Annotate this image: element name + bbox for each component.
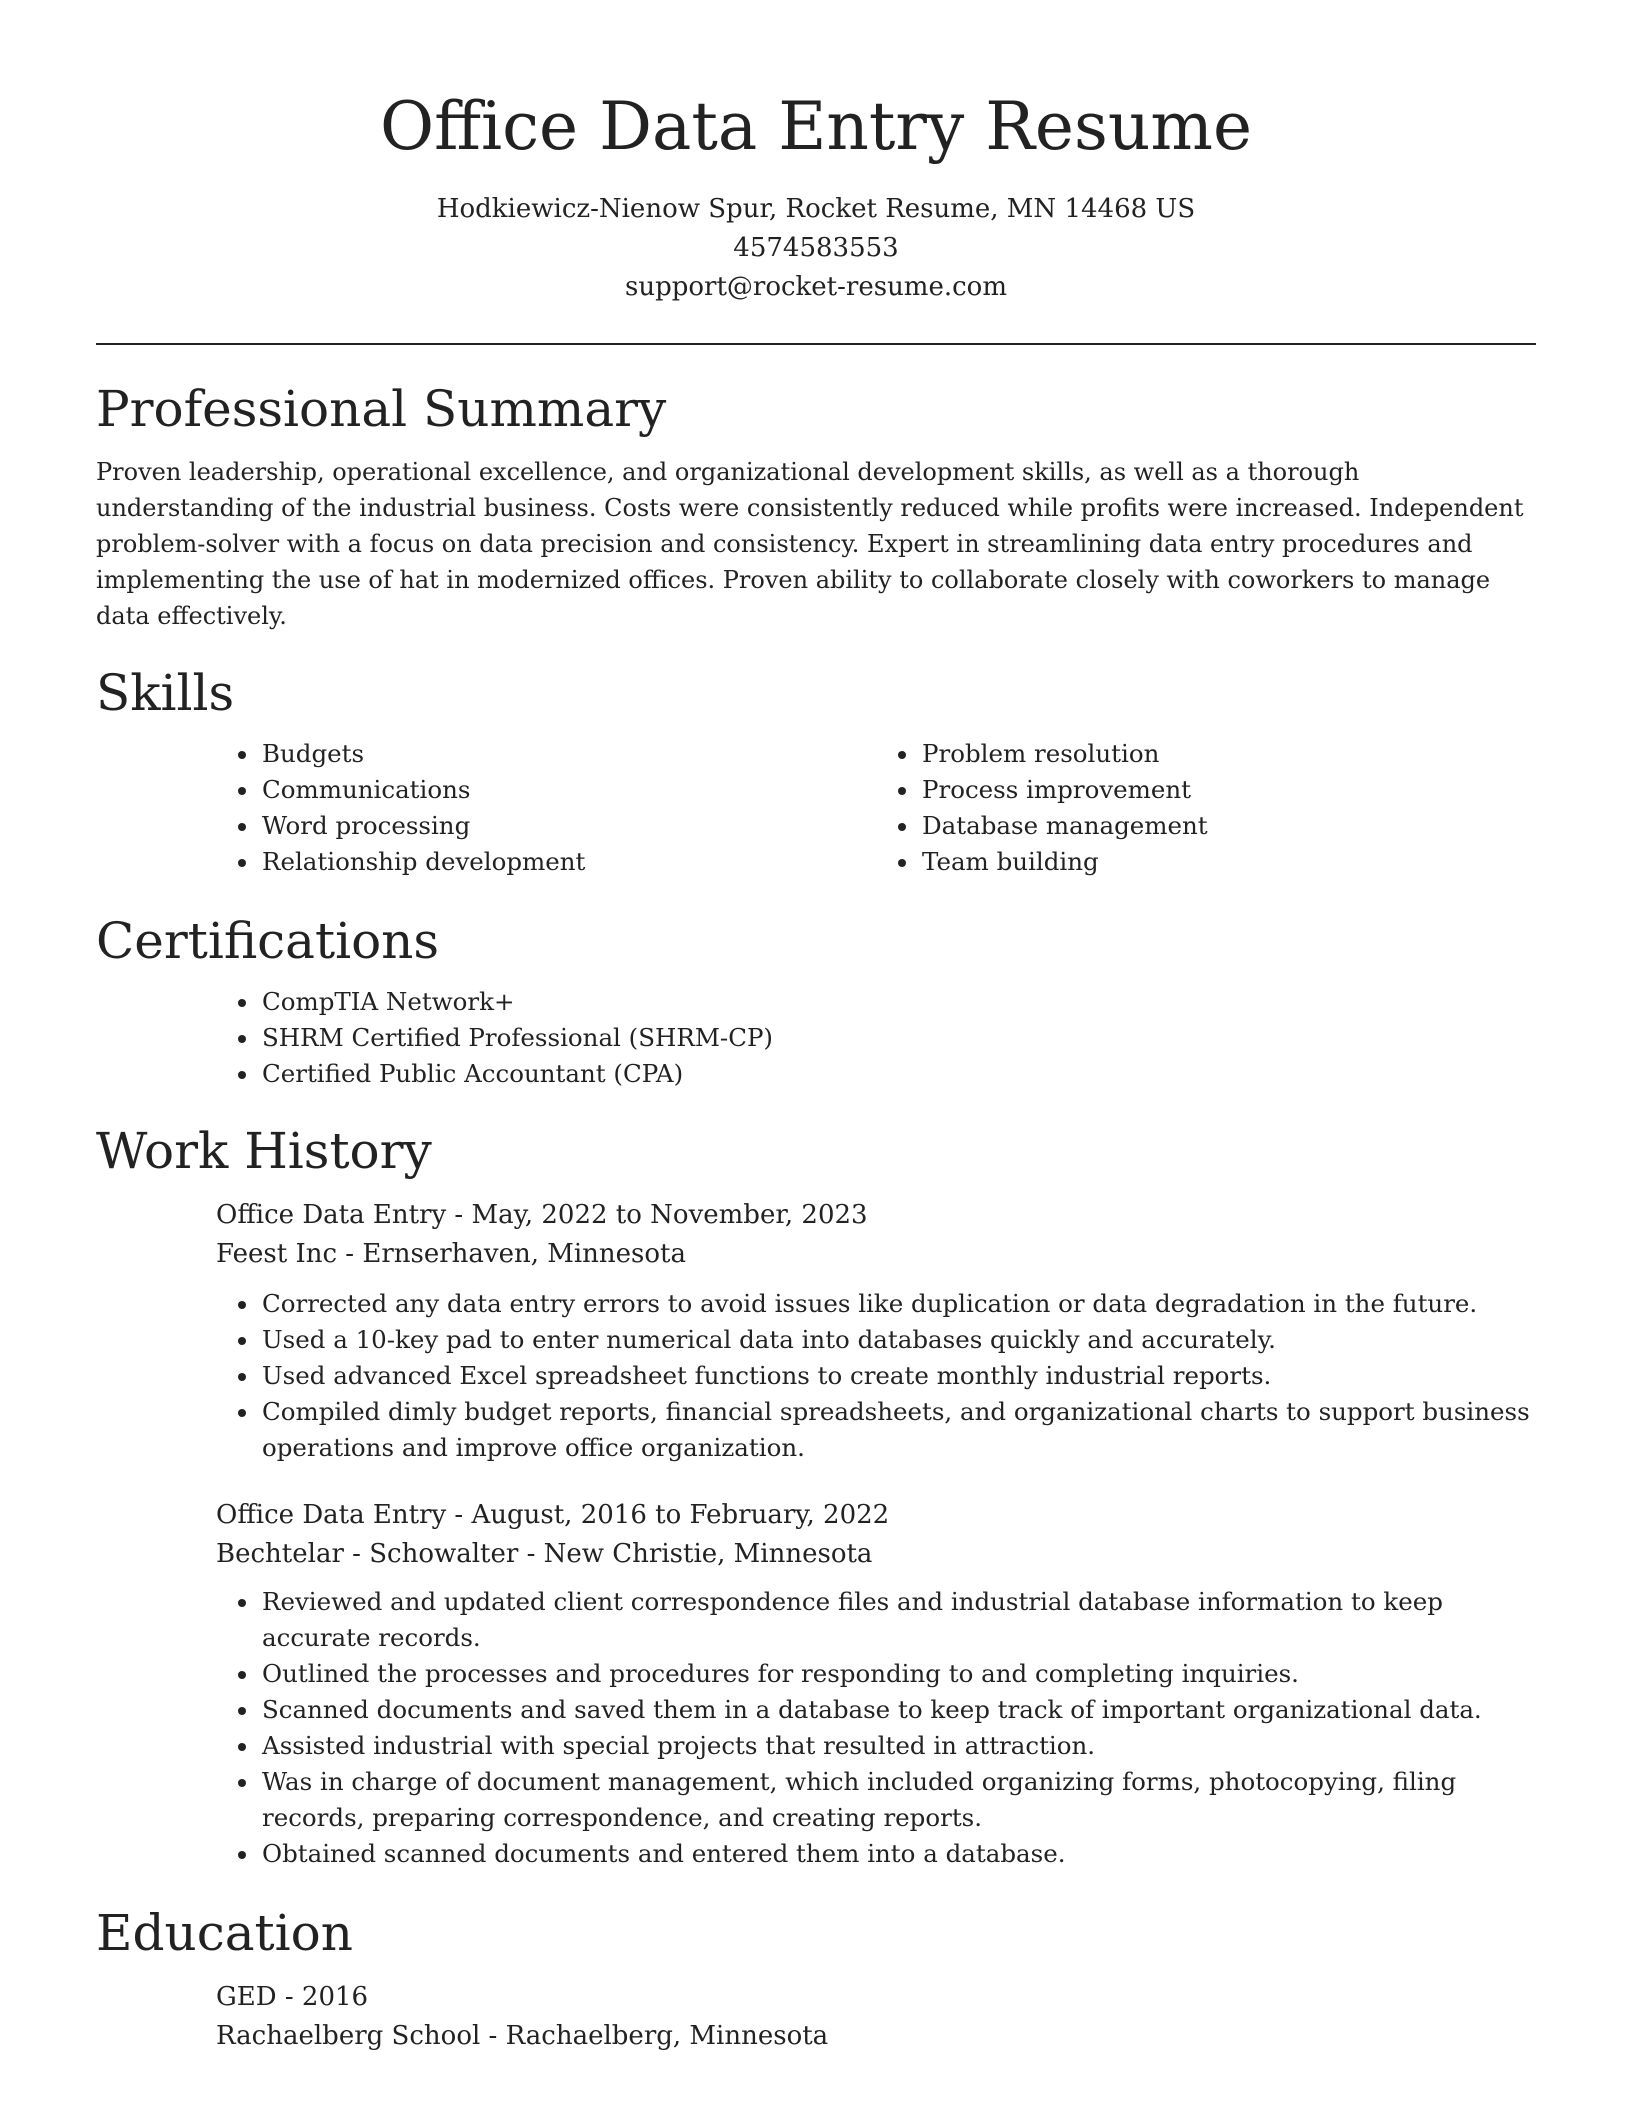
skill-item: • Process improvement [920, 772, 1536, 808]
skill-item: • Database management [920, 808, 1536, 844]
job-company: Bechtelar - Schowalter - New Christie, Minnesota [216, 1539, 873, 1569]
job-entry [216, 1196, 1536, 1466]
job-bullet: • Assisted industrial with special projects that resulted in attraction. [260, 1728, 1536, 1764]
job-entry [216, 1496, 1536, 1872]
header-divider [96, 343, 1536, 345]
certification-item: • SHRM Certified Professional (SHRM-CP) [260, 1020, 1536, 1056]
skills-heading: Skills [96, 664, 235, 722]
skills-section [96, 660, 1536, 880]
job-bullets [216, 1286, 1536, 1466]
work-history-heading: Work History [96, 1122, 432, 1180]
summary-heading: Professional Summary [96, 380, 667, 438]
job-bullet: • Obtained scanned documents and entered them into a database. [260, 1836, 1536, 1872]
skills-list-left [216, 736, 876, 880]
job-bullet: • Used advanced Excel spreadsheet functions to create monthly industrial reports. [260, 1358, 1536, 1394]
education-school: Rachaelberg School - Rachaelberg, Minnesota [216, 2021, 829, 2051]
certifications-section [96, 908, 1536, 1092]
job-bullet: • Corrected any data entry errors to avoid issues like duplication or data degradation in the future. [260, 1286, 1536, 1322]
summary-section [96, 376, 1536, 634]
work-history-section [96, 1118, 1536, 1872]
job-bullet: • Outlined the processes and procedures for responding to and completing inquiries. [260, 1656, 1536, 1692]
skill-item: • Word processing [260, 808, 876, 844]
contact-address: Hodkiewicz-Nienow Spur, Rocket Resume, MN 14468 US [436, 194, 1196, 224]
certifications-heading: Certifications [96, 912, 440, 970]
resume-title: Office Data Entry Resume [379, 88, 1253, 165]
job-bullet: • Was in charge of document management, which included organizing forms, photocopying, filing records, preparing correspondence, and creating reports. [260, 1764, 1536, 1836]
education-heading: Education [96, 1904, 353, 1962]
job-bullets [216, 1584, 1536, 1872]
job-title: Office Data Entry - August, 2016 to February, 2022 [216, 1500, 890, 1530]
contact-phone: 4574583553 [733, 233, 899, 263]
skill-item: • Communications [260, 772, 876, 808]
skill-item: • Problem resolution [920, 736, 1536, 772]
certifications-list [216, 984, 1536, 1092]
skills-grid [216, 736, 1536, 880]
skill-item: • Team building [920, 844, 1536, 880]
certification-item: • Certified Public Accountant (CPA) [260, 1056, 1536, 1092]
certifications-wrapper [216, 984, 1536, 1092]
job-title: Office Data Entry - May, 2022 to November, 2023 [216, 1200, 868, 1230]
contact-email: support@rocket-resume.com [624, 272, 1007, 302]
summary-text: Proven leadership, operational excellence, and organizational development skills, as well as a thorough understanding of the industrial business. Costs were consistently reduced while profits were increased. Independent problem-solver with a focus on data precision and consistency. Expert in streamlining data entry procedures and implementing the use of hat in modernized offices. Proven ability to collaborate closely with coworkers to manage data effectively. [96, 458, 1524, 630]
skills-list-right [876, 736, 1536, 880]
skill-item: • Budgets [260, 736, 876, 772]
education-section [96, 1900, 1536, 2056]
contact-info [96, 190, 1536, 307]
certification-item: • CompTIA Network+ [260, 984, 1536, 1020]
job-bullet: • Scanned documents and saved them in a database to keep track of important organizational data. [260, 1692, 1536, 1728]
education-entry [216, 1978, 1536, 2056]
job-bullet: • Compiled dimly budget reports, financial spreadsheets, and organizational charts to support business operations and improve office organization. [260, 1394, 1536, 1466]
job-bullet: • Reviewed and updated client correspondence files and industrial database information to keep accurate records. [260, 1584, 1536, 1656]
job-bullet: • Used a 10-key pad to enter numerical data into databases quickly and accurately. [260, 1322, 1536, 1358]
education-degree: GED - 2016 [216, 1982, 369, 2012]
skill-item: • Relationship development [260, 844, 876, 880]
job-company: Feest Inc - Ernserhaven, Minnesota [216, 1239, 687, 1269]
resume-page [96, 0, 1536, 2051]
